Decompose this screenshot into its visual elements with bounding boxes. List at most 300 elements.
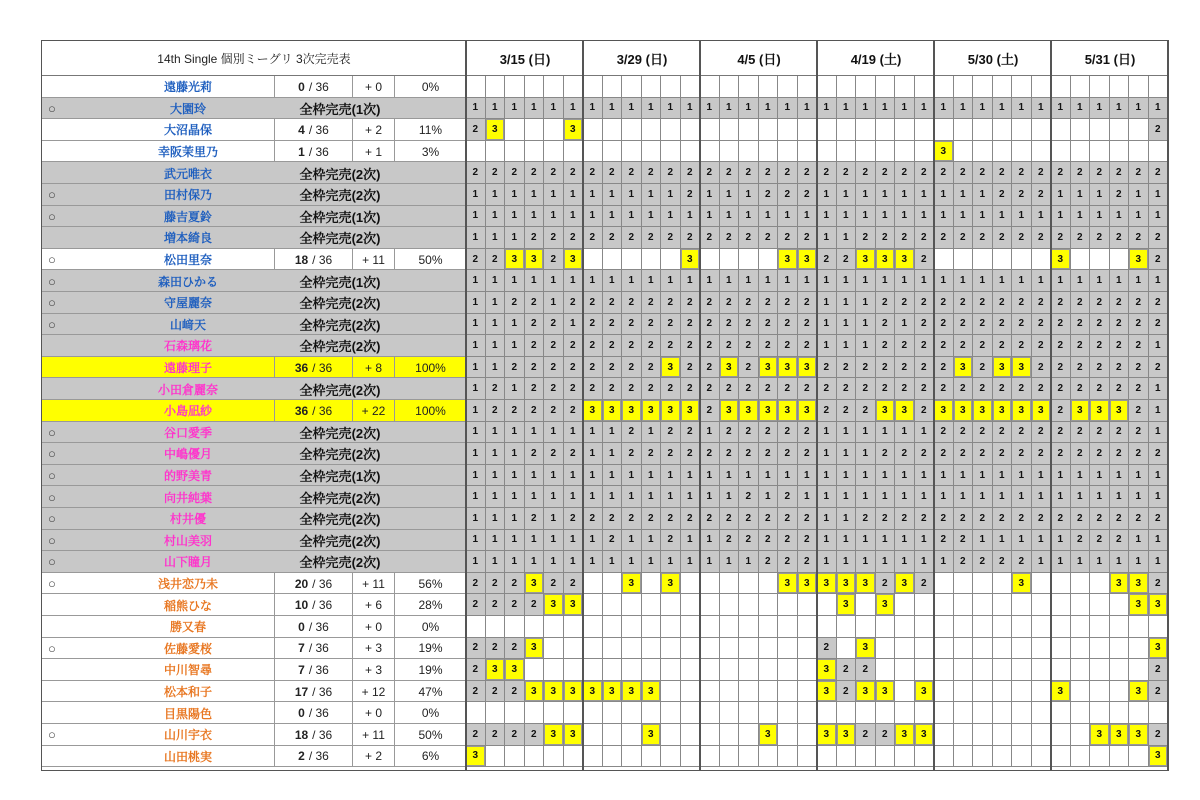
slot-cell (993, 594, 1013, 616)
slot-cell (856, 616, 876, 638)
delta-count: + 0 (352, 702, 394, 724)
slot-cell: 1 (1090, 270, 1110, 292)
slot-cell: 1 (895, 98, 915, 120)
slot-cell: 2 (973, 162, 993, 184)
slot-cell (603, 724, 623, 746)
slot-cell: 1 (466, 378, 486, 400)
slot-cell: 2 (1012, 292, 1032, 314)
slot-cell: 1 (876, 530, 896, 552)
slot-cell: 2 (973, 443, 993, 465)
slot-cell: 2 (856, 227, 876, 249)
slot-cell: 2 (739, 357, 759, 379)
sold-out-round: (2次) (351, 166, 381, 182)
slot-cell: 1 (837, 443, 857, 465)
slot-cell (895, 681, 915, 703)
member-name: 山下瞳月 (163, 555, 212, 570)
slot-cell: 1 (739, 465, 759, 487)
slot-cell: 2 (934, 508, 954, 530)
delta-count: + 12 (352, 681, 394, 703)
slot-cell: 2 (739, 378, 759, 400)
slot-cell (642, 616, 662, 638)
slot-cell: 3 (798, 249, 818, 271)
slot-cell: 2 (1110, 422, 1130, 444)
slot-cell (1129, 746, 1149, 768)
slot-cell (583, 594, 603, 616)
slot-cell (720, 638, 740, 660)
slot-cell: 3 (759, 400, 779, 422)
sold-out-prefix: 全枠完売 (299, 231, 352, 247)
slot-cell (1110, 638, 1130, 660)
slot-cell: 2 (525, 227, 545, 249)
slot-cell: 2 (993, 508, 1013, 530)
slot-cell: 1 (895, 486, 915, 508)
slot-cell (1149, 76, 1169, 98)
slot-cell: 3 (1110, 724, 1130, 746)
slot-cell: 2 (1032, 292, 1052, 314)
slot-cell: 2 (642, 508, 662, 530)
slot-cell (466, 76, 486, 98)
slot-cell: 2 (1071, 314, 1091, 336)
slot-cell (466, 702, 486, 724)
slot-cell: 1 (954, 184, 974, 206)
slot-cell: 1 (1129, 465, 1149, 487)
slot-cell: 1 (466, 227, 486, 249)
selection-mark: ○ (48, 316, 56, 332)
sold-number: 10 (294, 598, 309, 613)
slot-cell: 1 (505, 314, 525, 336)
slot-cell: 2 (837, 249, 857, 271)
slot-cell: 2 (993, 227, 1013, 249)
slot-cell: 2 (486, 378, 506, 400)
slot-cell: 1 (837, 335, 857, 357)
slot-cell: 2 (954, 314, 974, 336)
selection-mark: ○ (48, 252, 56, 268)
slot-cell: 2 (544, 378, 564, 400)
slot-cell (622, 119, 642, 141)
slot-cell: 1 (544, 206, 564, 228)
slot-cell: 1 (993, 530, 1013, 552)
slot-cell (642, 573, 662, 595)
slot-cell (700, 573, 720, 595)
slot-cell: 3 (1129, 573, 1149, 595)
slot-cell: 2 (486, 638, 506, 660)
slot-cell: 1 (505, 486, 525, 508)
slot-cell: 1 (700, 551, 720, 573)
slot-cell: 1 (700, 206, 720, 228)
slot-cell: 1 (564, 486, 584, 508)
slot-cell (661, 681, 681, 703)
slot-cell: 1 (1051, 530, 1071, 552)
slot-cell: 1 (1071, 184, 1091, 206)
slot-cell: 2 (1071, 530, 1091, 552)
slot-cell (915, 594, 935, 616)
sold-count (274, 746, 352, 768)
slot-cell (1051, 119, 1071, 141)
slot-cell: 2 (798, 422, 818, 444)
slot-cell: 2 (915, 443, 935, 465)
slot-cell: 3 (876, 681, 896, 703)
slot-cell: 1 (544, 184, 564, 206)
slot-cell (934, 594, 954, 616)
slot-cell: 2 (993, 443, 1013, 465)
slot-cell (934, 746, 954, 768)
slot-cell (973, 119, 993, 141)
slot-cell: 1 (993, 98, 1013, 120)
slot-cell: 1 (895, 314, 915, 336)
slot-cell: 2 (798, 443, 818, 465)
slot-cell: 2 (1071, 162, 1091, 184)
slot-cell: 2 (505, 400, 525, 422)
slot-cell: 1 (817, 314, 837, 336)
slot-cell: 2 (700, 292, 720, 314)
slot-cell: 3 (778, 249, 798, 271)
slot-cell: 2 (856, 378, 876, 400)
slot-cell (1051, 638, 1071, 660)
sold-percentage: 56% (394, 573, 466, 595)
slot-cell: 2 (505, 638, 525, 660)
slot-cell: 1 (603, 443, 623, 465)
slot-cell (856, 141, 876, 163)
slot-cell: 1 (564, 551, 584, 573)
sold-count (274, 357, 352, 379)
slot-cell: 1 (642, 270, 662, 292)
slot-cell: 2 (915, 400, 935, 422)
slot-cell: 1 (564, 465, 584, 487)
slot-cell (700, 119, 720, 141)
slot-cell: 2 (1051, 227, 1071, 249)
slot-cell: 1 (505, 422, 525, 444)
slot-cell (603, 702, 623, 724)
slot-cell: 2 (837, 400, 857, 422)
slot-cell (798, 616, 818, 638)
sold-out-status (274, 486, 406, 508)
slot-cell (739, 119, 759, 141)
sold-count (274, 616, 352, 638)
sold-count (274, 659, 352, 681)
slot-cell (1129, 141, 1149, 163)
slot-cell (486, 76, 506, 98)
slot-cell (1012, 76, 1032, 98)
sold-percentage: 50% (394, 249, 466, 271)
slot-cell: 2 (1110, 335, 1130, 357)
selection-mark: ○ (48, 489, 56, 505)
slot-cell (603, 119, 623, 141)
slot-cell: 1 (837, 422, 857, 444)
slot-cell (1032, 249, 1052, 271)
member-name: 田村保乃 (163, 188, 212, 203)
sold-out-round: (2次) (351, 512, 381, 528)
slot-cell: 2 (876, 314, 896, 336)
slot-cell (954, 573, 974, 595)
slot-cell: 1 (973, 465, 993, 487)
slot-cell: 2 (622, 292, 642, 314)
slot-cell (739, 659, 759, 681)
slot-cell (817, 594, 837, 616)
slot-cell: 1 (1012, 530, 1032, 552)
slot-cell: 3 (856, 249, 876, 271)
slot-cell: 2 (1149, 573, 1169, 595)
slot-cell (1071, 119, 1091, 141)
slot-cell (778, 659, 798, 681)
slot-cell (603, 746, 623, 768)
sold-percentage: 100% (394, 357, 466, 379)
slot-cell: 1 (700, 422, 720, 444)
slot-cell: 2 (564, 335, 584, 357)
slot-cell: 1 (1149, 335, 1169, 357)
slot-cell: 1 (642, 206, 662, 228)
slot-cell (798, 681, 818, 703)
slot-cell (817, 616, 837, 638)
slot-cell: 2 (1110, 314, 1130, 336)
sold-number: 7 (298, 662, 305, 677)
slot-cell: 1 (817, 206, 837, 228)
slot-cell: 2 (876, 162, 896, 184)
slot-cell: 3 (1149, 594, 1169, 616)
slot-cell (622, 249, 642, 271)
slot-cell: 2 (1032, 443, 1052, 465)
slot-cell (603, 638, 623, 660)
slot-cell: 1 (681, 486, 701, 508)
slot-cell: 1 (856, 335, 876, 357)
slot-cell: 2 (739, 508, 759, 530)
sold-percentage: 0% (394, 616, 466, 638)
slot-cell: 1 (993, 465, 1013, 487)
sold-out-prefix: 全枠完売 (299, 296, 352, 312)
slot-cell (856, 119, 876, 141)
slot-cell (934, 638, 954, 660)
total-slots: / 36 (312, 684, 333, 699)
slot-cell (739, 724, 759, 746)
slot-cell (915, 659, 935, 681)
slot-cell (778, 746, 798, 768)
slot-cell: 1 (466, 508, 486, 530)
slot-cell: 2 (1012, 314, 1032, 336)
member-name: 幸阪茉里乃 (157, 145, 218, 160)
sold-out-status (274, 98, 406, 120)
sold-out-prefix: 全枠完売 (299, 447, 352, 463)
slot-cell (544, 638, 564, 660)
slot-cell (1051, 594, 1071, 616)
slot-cell: 2 (817, 162, 837, 184)
slot-cell: 1 (1090, 206, 1110, 228)
slot-cell: 1 (622, 486, 642, 508)
slot-cell (954, 702, 974, 724)
slot-cell (642, 659, 662, 681)
slot-cell: 1 (1071, 206, 1091, 228)
slot-cell: 1 (720, 551, 740, 573)
sold-out-prefix: 全枠完売 (299, 166, 352, 182)
slot-cell (1032, 724, 1052, 746)
slot-cell (1051, 616, 1071, 638)
sold-percentage: 19% (394, 638, 466, 660)
slot-cell (1012, 616, 1032, 638)
slot-cell (681, 724, 701, 746)
slot-cell: 2 (895, 378, 915, 400)
sold-number: 20 (294, 576, 309, 591)
slot-cell: 3 (895, 249, 915, 271)
slot-cell (661, 746, 681, 768)
slot-cell: 1 (544, 551, 564, 573)
slot-cell: 2 (583, 162, 603, 184)
slot-cell: 2 (661, 443, 681, 465)
slot-cell: 1 (934, 270, 954, 292)
date-group-separator (1167, 41, 1169, 770)
slot-cell: 2 (681, 357, 701, 379)
slot-cell: 1 (700, 184, 720, 206)
slot-cell (1090, 249, 1110, 271)
slot-cell: 3 (1110, 400, 1130, 422)
slot-cell: 1 (1090, 98, 1110, 120)
slot-cell: 2 (973, 227, 993, 249)
slot-cell (973, 746, 993, 768)
sold-out-round: (2次) (351, 533, 381, 549)
slot-cell: 1 (1110, 465, 1130, 487)
slot-cell (1149, 141, 1169, 163)
slot-cell (739, 638, 759, 660)
slot-cell: 2 (486, 162, 506, 184)
slot-cell (954, 119, 974, 141)
slot-cell: 1 (1129, 530, 1149, 552)
total-slots: / 36 (308, 122, 329, 137)
slot-cell: 1 (973, 486, 993, 508)
slot-cell: 2 (700, 400, 720, 422)
slot-cell (973, 702, 993, 724)
selection-mark: ○ (48, 511, 56, 527)
slot-cell: 2 (915, 335, 935, 357)
slot-cell: 1 (1149, 206, 1169, 228)
slot-cell: 1 (954, 486, 974, 508)
slot-cell: 3 (720, 400, 740, 422)
slot-cell (739, 616, 759, 638)
slot-cell (583, 638, 603, 660)
slot-cell: 2 (798, 162, 818, 184)
selection-mark: ○ (48, 554, 56, 570)
selection-mark: ○ (48, 446, 56, 462)
slot-cell: 1 (817, 292, 837, 314)
slot-cell: 3 (954, 357, 974, 379)
sold-number: 2 (298, 749, 305, 764)
sold-number: 7 (298, 641, 305, 656)
slot-cell (1110, 249, 1130, 271)
slot-cell (739, 681, 759, 703)
slot-cell: 2 (564, 292, 584, 314)
slot-cell (1071, 746, 1091, 768)
slot-cell: 2 (720, 422, 740, 444)
slot-cell: 2 (837, 659, 857, 681)
slot-cell: 3 (603, 400, 623, 422)
slot-cell: 1 (505, 465, 525, 487)
slot-cell (993, 616, 1013, 638)
slot-cell: 2 (544, 400, 564, 422)
slot-cell: 1 (700, 530, 720, 552)
slot-cell (817, 746, 837, 768)
slot-cell (583, 141, 603, 163)
slot-cell: 2 (583, 227, 603, 249)
slot-cell: 2 (700, 508, 720, 530)
slot-cell: 1 (1129, 551, 1149, 573)
slot-cell (915, 638, 935, 660)
total-slots: / 36 (308, 641, 329, 656)
slot-cell (525, 616, 545, 638)
slot-cell: 2 (739, 443, 759, 465)
slot-cell: 3 (759, 357, 779, 379)
slot-cell (583, 76, 603, 98)
sold-percentage: 28% (394, 594, 466, 616)
slot-cell (1090, 76, 1110, 98)
slot-cell: 1 (856, 206, 876, 228)
slot-cell: 2 (915, 227, 935, 249)
slot-cell: 1 (583, 551, 603, 573)
slot-cell: 2 (1090, 530, 1110, 552)
slot-cell: 2 (603, 378, 623, 400)
slot-cell (837, 746, 857, 768)
slot-cell: 2 (1032, 335, 1052, 357)
slot-cell: 1 (798, 270, 818, 292)
selection-mark: ○ (48, 576, 56, 592)
sold-out-round: (2次) (351, 231, 381, 247)
slot-cell: 2 (1149, 659, 1169, 681)
slot-cell: 2 (876, 508, 896, 530)
slot-cell: 2 (954, 443, 974, 465)
slot-cell: 1 (817, 184, 837, 206)
sold-out-status (274, 270, 406, 292)
slot-cell: 2 (1149, 724, 1169, 746)
slot-cell: 1 (1110, 206, 1130, 228)
slot-cell: 3 (681, 249, 701, 271)
slot-cell: 2 (1129, 508, 1149, 530)
sold-out-status (274, 530, 406, 552)
date-header: 5/30 (土) (934, 41, 1051, 76)
slot-cell: 2 (681, 314, 701, 336)
slot-cell (954, 616, 974, 638)
slot-cell: 1 (1012, 486, 1032, 508)
slot-cell: 2 (1090, 227, 1110, 249)
slot-cell (739, 76, 759, 98)
slot-cell: 3 (837, 573, 857, 595)
slot-cell: 1 (817, 551, 837, 573)
slot-cell: 1 (486, 508, 506, 530)
slot-cell: 2 (837, 681, 857, 703)
sold-count (274, 594, 352, 616)
slot-cell (525, 141, 545, 163)
date-group-separator (699, 41, 701, 770)
slot-cell: 2 (1090, 378, 1110, 400)
slot-cell: 2 (466, 659, 486, 681)
slot-cell: 2 (759, 422, 779, 444)
member-name: 佐藤愛桜 (163, 641, 212, 656)
slot-cell (778, 594, 798, 616)
slot-cell (778, 119, 798, 141)
slot-cell (993, 724, 1013, 746)
slot-cell: 1 (661, 206, 681, 228)
slot-cell: 2 (661, 378, 681, 400)
sold-out-prefix: 全枠完売 (299, 555, 352, 571)
slot-cell: 1 (486, 184, 506, 206)
slot-cell: 3 (798, 400, 818, 422)
slot-cell (622, 616, 642, 638)
slot-cell: 1 (466, 357, 486, 379)
slot-cell: 2 (564, 378, 584, 400)
slot-cell: 2 (1090, 443, 1110, 465)
slot-cell: 2 (876, 292, 896, 314)
slot-cell: 1 (817, 443, 837, 465)
slot-cell: 2 (1051, 357, 1071, 379)
slot-cell (895, 616, 915, 638)
member-name: 山川宇衣 (163, 728, 212, 743)
slot-cell (837, 141, 857, 163)
slot-cell: 1 (642, 530, 662, 552)
slot-cell: 2 (486, 400, 506, 422)
